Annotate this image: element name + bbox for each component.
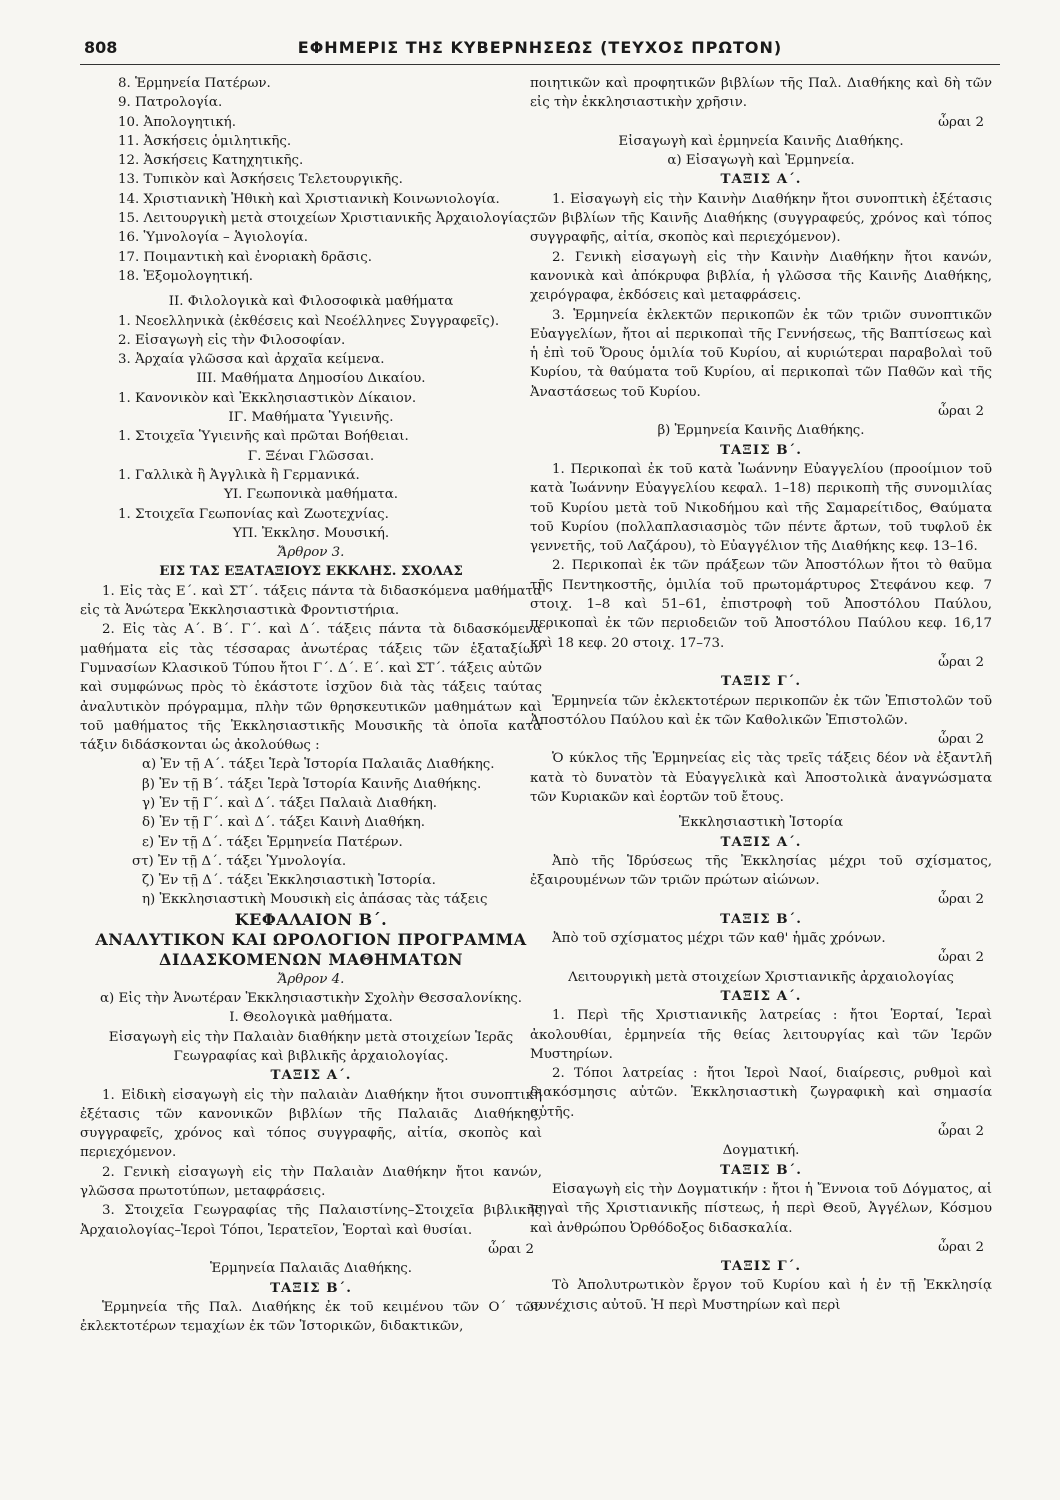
subsection-heading: α) Εἰς τὴν Ἀνωτέραν Ἐκκλησιαστικὴν Σχολὴν Θεσσαλονίκης. <box>99 991 523 1007</box>
list-item: 10. Ἀπολογητική. <box>118 114 236 130</box>
list-item: 1. Γαλλικὰ ἢ Ἀγγλικὰ ἢ Γερμανικά. <box>118 467 360 483</box>
class-heading: ΤΑΞΙΣ Α΄. <box>720 833 802 850</box>
list-item: 1. Νεοελληνικὰ (ἐκθέσεις καὶ Νεοέλληνες Συγγραφεῖς). <box>118 313 500 329</box>
list-item: 1. Κανονικὸν καὶ Ἐκκλησιαστικὸν Δίκαιον. <box>118 390 417 406</box>
course-title: Εἰσαγωγὴ καὶ ἑρμηνεία Καινῆς Διαθήκης. <box>618 133 904 149</box>
hours-label: ὧραι 2 <box>938 1239 984 1255</box>
list-item: ε) Ἐν τῇ Δ΄. τάξει Ἑρμηνεία Πατέρων. <box>142 834 403 850</box>
paragraph: Εἰσαγωγὴ εἰς τὴν Δογματικήν : ἤτοι ἡ Ἔννοια τοῦ Δόγματος, αἱ πηγαὶ τῆς Χριστιανικῆς πίστεως, ἡ περὶ Θεοῦ, Ἀγγέλων, Κόσμου καὶ ἀνθρώπου Ὀρθόδοξος διδασκαλία. <box>530 1181 992 1236</box>
paragraph: Τὸ Ἀπολυτρωτικὸν ἔργον τοῦ Κυρίου καὶ ἡ ἐν τῇ Ἐκκλησίᾳ συνέχισις αὐτοῦ. Ἡ περὶ Μυστηρίων καὶ περὶ <box>530 1278 992 1313</box>
course-title: Λειτουργικὴ μετὰ στοιχείων Χριστιανικῆς ἀρχαιολογίας <box>568 969 954 985</box>
course-title: Ἑρμηνεία Παλαιᾶς Διαθήκης. <box>210 1261 412 1277</box>
list-item: 11. Ἀσκήσεις ὁμιλητικῆς. <box>118 133 292 149</box>
list-item: 16. Ὑμνολογία – Ἁγιολογία. <box>118 230 308 246</box>
paragraph: 2. Τόποι λατρείας : ἤτοι Ἱεροὶ Ναοί, διαίρεσις, ρυθμοὶ καὶ διακόσμησις αὐτῶν. Ἐκκλησιαστικὴ ζωγραφικὴ καὶ σημασία αὐτῆς. <box>530 1066 992 1120</box>
list-item: α) Ἐν τῇ Α΄. τάξει Ἱερὰ Ἱστορία Παλαιᾶς Διαθήκης. <box>142 757 495 773</box>
page-number: 808 <box>84 38 118 57</box>
course-title: Δογματική. <box>722 1143 800 1159</box>
class-heading: ΤΑΞΙΣ Α΄. <box>720 987 802 1004</box>
section-heading: ΥΙ. Γεωπονικὰ μαθήματα. <box>224 487 398 503</box>
section-heading: Γ. Ξέναι Γλῶσσαι. <box>247 448 375 464</box>
section-heading: ΙΙ. Φιλολογικὰ καὶ Φιλοσοφικὰ μαθήματα <box>168 294 454 310</box>
hours-label: ὧραι 2 <box>938 950 984 966</box>
section-heading: ΥΠ. Ἐκκλησ. Μουσική. <box>232 525 390 541</box>
hours-label: ὧραι 2 <box>938 404 984 420</box>
paragraph: 1. Εἰς τὰς Ε΄. καὶ ΣΤ΄. τάξεις πάντα τὰ διδασκόμενα μαθήματα εἰς τὰ Ἀνώτερα Ἐκκλησιαστικὰ Φροντιστήρια. <box>80 583 542 619</box>
class-heading: ΤΑΞΙΣ Γ΄. <box>720 1258 802 1275</box>
paragraph: ποιητικῶν καὶ προφητικῶν βιβλίων τῆς Παλ. Διαθήκης καὶ δὴ τῶν εἰς τὴν ἐκκλησιαστικὴν χρῆσιν. <box>530 76 992 111</box>
section-heading: Ι. Θεολογικὰ μαθήματα. <box>229 1010 393 1026</box>
list-item: γ) Ἐν τῇ Γ΄. καὶ Δ΄. τάξει Παλαιὰ Διαθήκη. <box>142 795 438 811</box>
right-column <box>530 74 992 1315</box>
hours-label: ὧραι 2 <box>938 892 984 908</box>
chapter-title: ΑΝΑΛΥΤΙΚΟΝ ΚΑΙ ΩΡΟΛΟΓΙΟΝ ΠΡΟΓΡΑΜΜΑ ΔΙΔΑΣΚΟΜΕΝΩΝ ΜΑΘΗΜΑΤΩΝ <box>95 929 527 969</box>
class-heading: ΤΑΞΙΣ Β΄. <box>720 910 802 927</box>
paragraph: 2. Περικοπαὶ ἐκ τῶν πράξεων τῶν Ἀποστόλων ἤτοι τὸ θαῦμα τῆς Πεντηκοστῆς, ὁμιλία τοῦ πρωτομάρτυρος Στεφάνου κεφ. 7 στοιχ. 1–8 καὶ 51–61, ἐπιστροφὴ τοῦ Ἀποστόλου Παύλου, περικοπαὶ ἐκ τῶν περιοδειῶν τοῦ Ἀποστόλου Παύλου κεφ. 16,17 καὶ 18 κεφ. 20 στοιχ. 17–73. <box>530 558 992 651</box>
course-title: Εἰσαγωγὴ εἰς τὴν Παλαιὰν διαθήκην μετὰ στοιχείων Ἱερᾶς Γεωγραφίας καὶ βιβλικῆς ἀρχαιολογίας. <box>108 1029 514 1064</box>
hours-label: ὧραι 2 <box>938 1124 984 1140</box>
section-heading: ΙΓ. Μαθήματα Ὑγιεινῆς. <box>228 410 394 426</box>
paragraph: 1. Εἰδικὴ εἰσαγωγὴ εἰς τὴν παλαιὰν Διαθήκην ἤτοι συνοπτικὴ ἐξέτασις τῶν κανονικῶν βιβλίων τῆς Παλαιᾶς Διαθήκης, συγγραφεῖς, χρόνος καὶ τόπος συγγραφῆς, αἰτία, σκοπὸς καὶ περιεχόμενον. <box>80 1087 542 1161</box>
chapter-heading: ΚΕΦΑΛΑΙΟΝ Β΄. <box>234 909 388 929</box>
paragraph: 2. Γενικὴ εἰσαγωγὴ εἰς τὴν Παλαιὰν Διαθήκην ἤτοι κανών, γλῶσσα πρωτοτύπων, μεταφράσεις. <box>80 1164 542 1200</box>
paragraph: 1. Εἰσαγωγὴ εἰς τὴν Καινὴν Διαθήκην ἤτοι συνοπτικὴ ἐξέτασις τῶν βιβλίων τῆς Καινῆς Διαθήκης (συγγραφεύς, χρόνος καὶ τόπος συγγραφῆς, αἰτία, σκοπὸς καὶ περιεχόμενον). <box>530 191 992 246</box>
class-heading: ΤΑΞΙΣ Α΄. <box>270 1067 352 1084</box>
class-heading: ΤΑΞΙΣ Β΄. <box>720 1161 802 1178</box>
list-item: 1. Στοιχεῖα Ὑγιεινῆς καὶ πρῶται Βοήθειαι. <box>118 429 409 445</box>
paragraph: 2. Εἰς τὰς Α΄. Β΄. Γ΄. καὶ Δ΄. τάξεις πάντα τὰ διδασκόμενα μαθήματα εἰς τὰς τέσσαρας ἀνωτέρας τάξεις τῶν ἑξαταξίων Γυμνασίων Κλασικοῦ Τύπου ἤτοι Γ΄. Δ΄. Ε΄. καὶ ΣΤ΄. τάξεις αὐτῶν καὶ συμφώνως πρὸς τὸ ἑκάστοτε ἰσχῦον διὰ τὰς τάξεις ταύτας ἀναλυτικὸν πρόγραμμα, πλὴν τῶν θρησκευτικῶν μαθημάτων καὶ τοῦ μαθήματος τῆς Ἐκκλησιαστικῆς Μουσικῆς τὰ ὁποῖα κατὰ τάξιν διδάσκονται ὡς ἀκολούθως : <box>80 622 542 754</box>
article-number: Ἄρθρον 3. <box>277 545 345 561</box>
paragraph: Ἑρμηνεία τῶν ἐκλεκτοτέρων περικοπῶν ἐκ τῶν Ἐπιστολῶν τοῦ Ἀποστόλου Παύλου καὶ ἐκ τῶν Καθολικῶν Ἐπιστολῶν. <box>530 693 992 728</box>
list-item: 12. Ἀσκήσεις Κατηχητικῆς. <box>118 153 304 169</box>
paragraph: Ἀπὸ τῆς Ἱδρύσεως τῆς Ἐκκλησίας μέχρι τοῦ σχίσματος, ἐξαιρουμένων τῶν τριῶν πρώτων αἰώνων. <box>530 853 992 889</box>
subsection-heading: α) Εἰσαγωγὴ καὶ Ἑρμηνεία. <box>667 153 855 169</box>
class-heading: ΤΑΞΙΣ Γ΄. <box>720 673 802 690</box>
list-item: ζ) Ἐν τῇ Δ΄. τάξει Ἐκκλησιαστικὴ Ἱστορία. <box>142 873 436 889</box>
list-item: 18. Ἐξομολογητική. <box>118 268 254 284</box>
paragraph: Ἀπὸ τοῦ σχίσματος μέχρι τῶν καθ' ἡμᾶς χρόνων. <box>552 931 886 947</box>
paragraph: 1. Περὶ τῆς Χριστιανικῆς λατρείας : ἤτοι Ἑορταί, Ἱεραὶ ἀκολουθίαι, ἑρμηνεία τῆς θείας λειτουργίας καὶ τῶν Ἱερῶν Μυστηρίων. <box>530 1008 992 1062</box>
article-number: Ἄρθρον 4. <box>277 971 345 987</box>
paragraph: 1. Περικοπαὶ ἐκ τοῦ κατὰ Ἰωάννην Εὐαγγελίου (προοίμιον τοῦ κατὰ Ἰωάννην Εὐαγγελίου κεφαλ. 1–18) περικοπὴ τῆς συνομιλίας τοῦ Κυρίου μετὰ τοῦ Νικοδήμου καὶ τῆς Σαμαρείτιδος, Θαύματα τοῦ Κυρίου (πολλαπλασιασμὸς τῶν πέντε ἄρτων, τοῦ τυφλοῦ ἐκ γεννετῆς, τοῦ Λαζάρου), τὸ Εὐαγγέλιον τῆς Διαθήκης κεφ. 13–16. <box>530 461 992 555</box>
list-item: β) Ἐν τῇ Β΄. τάξει Ἱερὰ Ἱστορία Καινῆς Διαθήκης. <box>142 776 482 792</box>
class-heading: ΤΑΞΙΣ Α΄. <box>720 171 802 188</box>
article-title: ΕΙΣ ΤΑΣ ΕΞΑΤΑΞΙΟΥΣ ΕΚΚΛΗΣ. ΣΧΟΛΑΣ <box>159 563 463 580</box>
paragraph: Ὁ κύκλος τῆς Ἑρμηνείας εἰς τὰς τρεῖς τάξεις δέον νὰ ἐξαντλῆ κατὰ τὸ δυνατὸν τὰ Εὐαγγελικὰ καὶ Ἀποστολικὰ ἀναγνώσματα τῶν Κυριακῶν καὶ ἑορτῶν τοῦ ἔτους. <box>530 751 992 805</box>
list-item: 15. Λειτουργικὴ μετὰ στοιχείων Χριστιανικῆς Ἀρχαιολογίας. <box>118 211 535 227</box>
list-item: 17. Ποιμαντικὴ καὶ ἐνοριακὴ δρᾶσις. <box>118 249 372 265</box>
list-item: δ) Ἐν τῇ Γ΄. καὶ Δ΄. τάξει Καινὴ Διαθήκη. <box>142 815 426 831</box>
section-heading: ΙΙΙ. Μαθήματα Δημοσίου Δικαίου. <box>196 371 426 387</box>
list-item: 3. Ἀρχαία γλῶσσα καὶ ἀρχαῖα κείμενα. <box>118 352 385 368</box>
list-item: 1. Στοιχεῖα Γεωπονίας καὶ Ζωοτεχνίας. <box>118 506 389 522</box>
page-header <box>80 38 1000 65</box>
list-item: 2. Εἰσαγωγὴ εἰς τὴν Φιλοσοφίαν. <box>118 332 346 348</box>
course-title: Ἐκκλησιαστικὴ Ἱστορία <box>678 815 844 831</box>
left-column <box>80 74 542 1336</box>
paragraph: Ἑρμηνεία τῆς Παλ. Διαθήκης ἐκ τοῦ κειμένου τῶν Ο΄ τῶν ἐκλεκτοτέρων τεμαχίων ἐκ τῶν Ἱστορικῶν, διδακτικῶν, <box>80 1299 542 1335</box>
paragraph: 2. Γενικὴ εἰσαγωγὴ εἰς τὴν Καινὴν Διαθήκην ἤτοι κανών, κανονικὰ καὶ ἀπόκρυφα βιβλία, ἡ γλῶσσα τῆς Καινῆς Διαθήκης, χειρόγραφα, ἐκδόσεις καὶ μεταφράσεις. <box>530 249 992 304</box>
list-item: 13. Τυπικὸν καὶ Ἀσκήσεις Τελετουργικῆς. <box>118 172 403 188</box>
paragraph: 3. Στοιχεῖα Γεωγραφίας τῆς Παλαιστίνης–Στοιχεῖα βιβλικῆς Ἀρχαιολογίας–Ἱεροὶ Τόποι, Ἱερατεῖον, Ἑορταὶ καὶ θυσίαι. <box>80 1203 542 1238</box>
hours-label: ὧραι 2 <box>938 732 984 748</box>
class-heading: ΤΑΞΙΣ Β΄. <box>270 1279 352 1296</box>
class-heading: ΤΑΞΙΣ Β΄. <box>720 441 802 458</box>
list-item: 8. Ἑρμηνεία Πατέρων. <box>118 76 271 91</box>
paragraph: 3. Ἑρμηνεία ἐκλεκτῶν περικοπῶν ἐκ τῶν τριῶν συνοπτικῶν Εὐαγγελίων, ἤτοι αἱ περικοπαὶ τῆς Γεννήσεως, τῆς Βαπτίσεως καὶ ἡ ἐπὶ τοῦ Ὄρους ὁμιλία τοῦ Κυρίου, αἱ κυριώτεραι παραβολαὶ τοῦ Κυρίου, τὰ θαύματα τοῦ Κυρίου, αἱ περικοπαὶ τῶν Παθῶν καὶ τῆς Ἀναστάσεως τοῦ Κυρίου. <box>530 307 992 400</box>
subsection-heading: β) Ἑρμηνεία Καινῆς Διαθήκης. <box>657 423 865 439</box>
list-item: στ) Ἐν τῇ Δ΄. τάξει Ὑμνολογία. <box>132 853 347 869</box>
hours-label: ὧραι 2 <box>488 1241 534 1257</box>
hours-label: ὧραι 2 <box>938 114 984 130</box>
gazette-title: ΕΦΗΜΕΡΙΣ ΤΗΣ ΚΥΒΕΡΝΗΣΕΩΣ (ΤΕΥΧΟΣ ΠΡΩΤΟΝ) <box>297 38 783 57</box>
list-item: 9. Πατρολογία. <box>118 95 223 111</box>
list-item: 14. Χριστιανικὴ Ἠθικὴ καὶ Χριστιανικὴ Κοινωνιολογία. <box>118 191 500 207</box>
hours-label: ὧραι 2 <box>938 654 984 670</box>
list-item: η) Ἐκκλησιαστικὴ Μουσικὴ εἰς ἁπάσας τὰς τάξεις <box>142 892 488 908</box>
